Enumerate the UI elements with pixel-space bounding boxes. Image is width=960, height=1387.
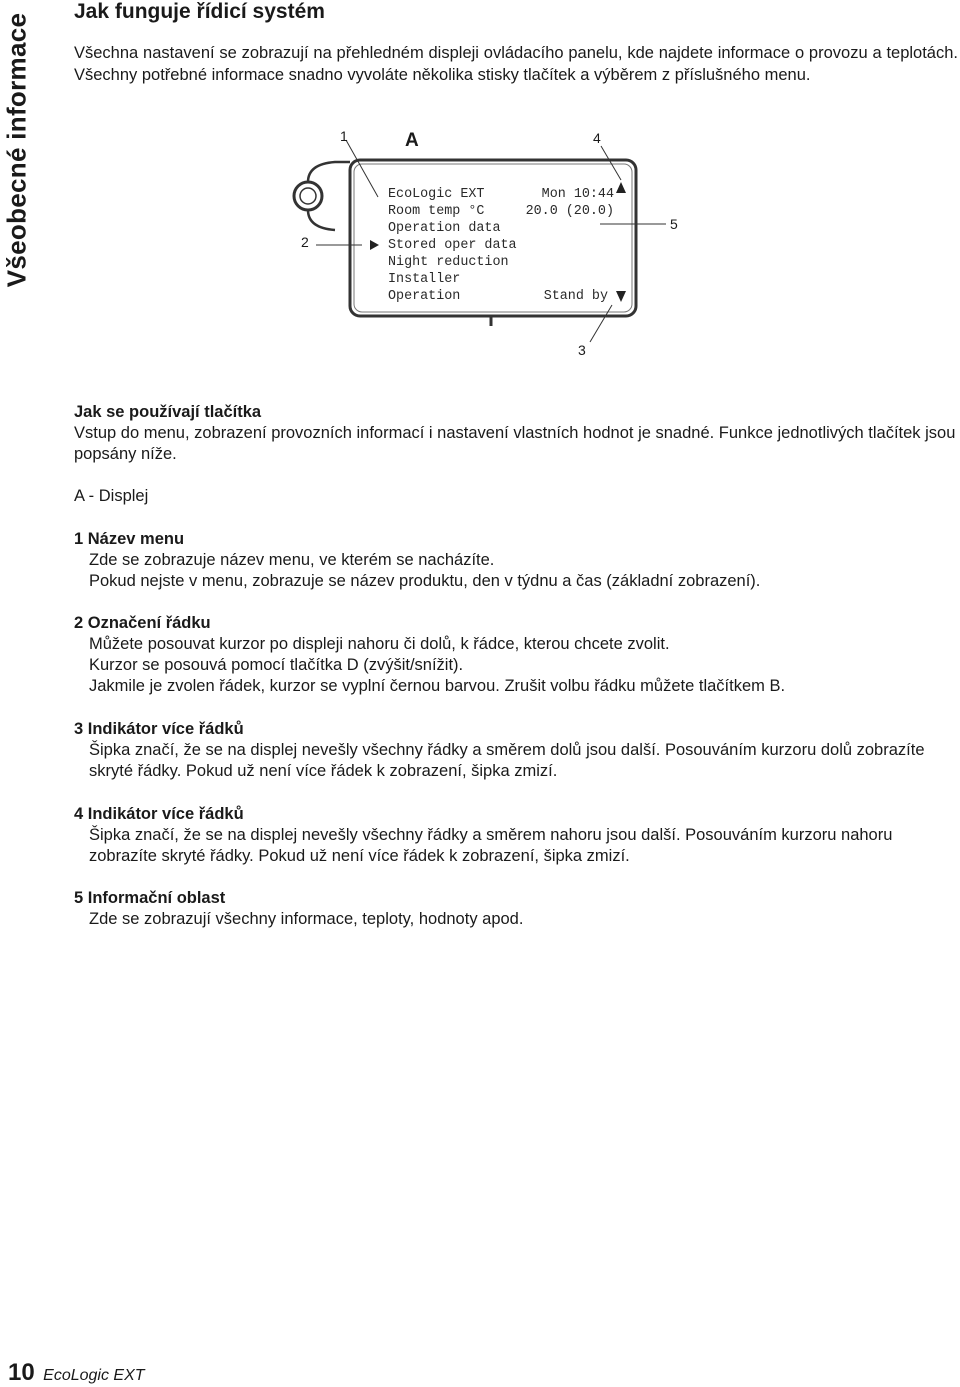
item-line: Pokud nejste v menu, zobrazuje se název produktu, den v týdnu a čas (základní zobrazení). — [89, 572, 761, 590]
callout-2: 2 — [301, 234, 309, 250]
item-heading: 5 Informační oblast — [74, 889, 226, 907]
buttons-heading: Jak se používají tlačítka — [74, 403, 262, 421]
scroll-down-arrow-icon — [616, 291, 626, 302]
item-1 — [74, 529, 958, 592]
item-line: Šipka značí, že se na displej nevešly všechny řádky a směrem nahoru jsou další. Posouváním kurzoru nahoru zobrazíte skryté řádky. Pokud už není více řádek k zobrazení, šipka zmizí. — [89, 826, 893, 865]
callout-3: 3 — [578, 342, 586, 358]
buttons-text: Vstup do menu, zobrazení provozních informací i nastavení vlastních hodnot je snadné. Funkce jednotlivých tlačítek jsou popsány níže. — [74, 424, 956, 463]
lcd-row: Operation data — [388, 221, 501, 236]
display-figure — [290, 120, 710, 370]
display-heading: A - Displej — [74, 487, 149, 505]
page-title: Jak funguje řídicí systém — [74, 0, 325, 23]
display-heading-block — [74, 486, 958, 507]
item-5 — [74, 888, 958, 930]
footer-product-name: EcoLogic EXT — [43, 1367, 145, 1384]
figure-label-a: A — [405, 130, 419, 151]
callout-line-3 — [590, 305, 612, 342]
lcd-row: Installer — [388, 272, 461, 287]
lcd-row: Operation Stand by — [388, 289, 608, 304]
lcd-row: Night reduction — [388, 255, 509, 270]
item-line: Zde se zobrazují všechny informace, teploty, hodnoty apod. — [89, 910, 524, 928]
callout-4: 4 — [593, 130, 601, 146]
callout-1: 1 — [340, 128, 348, 144]
lcd-row: Room temp °C 20.0 (20.0) — [388, 204, 614, 219]
item-heading: 2 Označení řádku — [74, 614, 211, 632]
buttons-section — [74, 402, 958, 465]
cursor-arrow-icon — [370, 240, 379, 250]
side-tab — [0, 0, 34, 300]
item-2 — [74, 613, 958, 697]
scroll-up-arrow-icon — [616, 182, 626, 193]
intro-paragraph: Všechna nastavení se zobrazují na přehledném displeji ovládacího panelu, kde najdete informace o provozu a teplotách. Všechny potřebné informace snadno vyvoláte několika stisky tlačítek a výběrem z příslušného menu. — [74, 44, 958, 84]
item-line: Kurzor se posouvá pomocí tlačítka D (zvýšit/snížit). — [89, 656, 464, 674]
lcd-row: EcoLogic EXT Mon 10:44 — [388, 187, 614, 202]
callout-5: 5 — [670, 216, 678, 232]
lcd-screen — [388, 186, 614, 305]
lcd-row: Stored oper data — [388, 238, 517, 253]
item-line: Zde se zobrazuje název menu, ve kterém se nacházíte. — [89, 551, 495, 569]
page-number: 10 — [8, 1359, 35, 1386]
item-heading: 4 Indikátor více řádků — [74, 805, 244, 823]
item-line: Můžete posouvat kurzor po displeji nahoru či dolů, k řádce, kterou chcete zvolit. — [89, 635, 670, 653]
knob-inner-icon — [300, 188, 316, 204]
callout-line-4 — [601, 146, 621, 180]
item-3 — [74, 719, 958, 782]
item-4 — [74, 804, 958, 867]
item-line: Jakmile je zvolen řádek, kurzor se vyplní černou barvou. Zrušit volbu řádku můžete tlačítkem B. — [89, 677, 786, 695]
item-heading: 1 Název menu — [74, 530, 185, 548]
side-tab-label: Všeobecné informace — [1, 12, 32, 288]
item-line: Šipka značí, že se na displej nevešly všechny řádky a směrem dolů jsou další. Posouváním kurzoru dolů zobrazíte skryté řádky. Pokud už není více řádek k zobrazení, šipka zmizí. — [89, 741, 925, 780]
item-heading: 3 Indikátor více řádků — [74, 720, 244, 738]
